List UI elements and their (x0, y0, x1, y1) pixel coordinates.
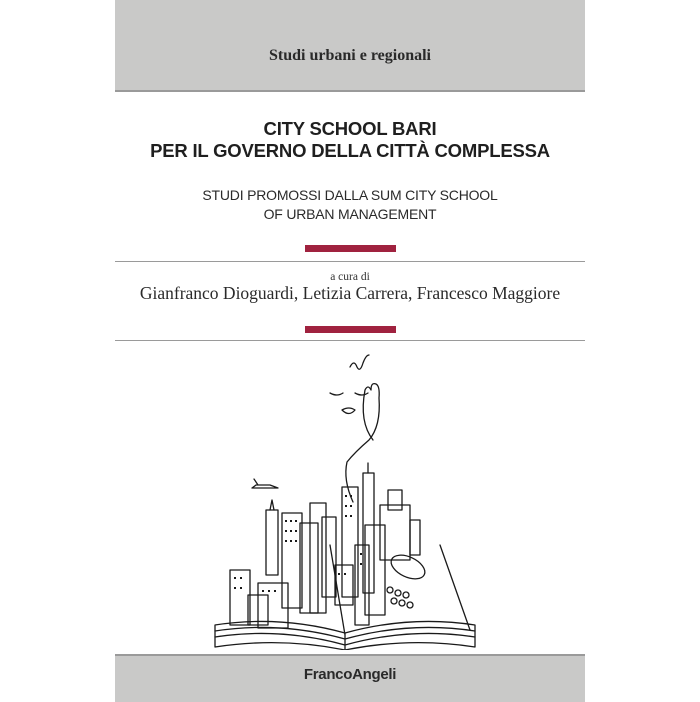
title-line-1: CITY SCHOOL BARI (263, 118, 437, 139)
authors: Gianfranco Dioguardi, Letizia Carrera, Francesco Maggiore (139, 283, 561, 303)
book-cover (115, 0, 585, 700)
divider-rule-bottom (115, 340, 585, 341)
series-band (115, 0, 585, 92)
plane (252, 479, 278, 488)
window-pattern (234, 495, 362, 592)
publisher-band (115, 654, 585, 702)
left-eye (330, 393, 343, 395)
book-subtitle (115, 186, 585, 224)
curator-label: a cura di (330, 271, 370, 283)
mouth (342, 408, 355, 414)
trees (387, 587, 413, 608)
right-eye (355, 393, 368, 395)
series-name: Studi urbani e regionali (269, 47, 431, 64)
subtitle-line-1: STUDI PROMOSSI DALLA SUM CITY SCHOOL (202, 187, 498, 203)
subtitle-line-2: OF URBAN MANAGEMENT (263, 206, 437, 222)
hair-squiggle (350, 355, 369, 369)
publisher-name: FrancoAngeli (303, 666, 397, 683)
divider-rule-top (115, 261, 585, 262)
accent-bar-bottom (305, 326, 396, 333)
title-line-2: PER IL GOVERNO DELLA CITTÀ COMPLESSA (150, 140, 550, 161)
accent-bar-top (305, 245, 396, 252)
stadium (387, 550, 428, 583)
book-title (115, 118, 585, 162)
city-book-illustration (210, 345, 490, 650)
